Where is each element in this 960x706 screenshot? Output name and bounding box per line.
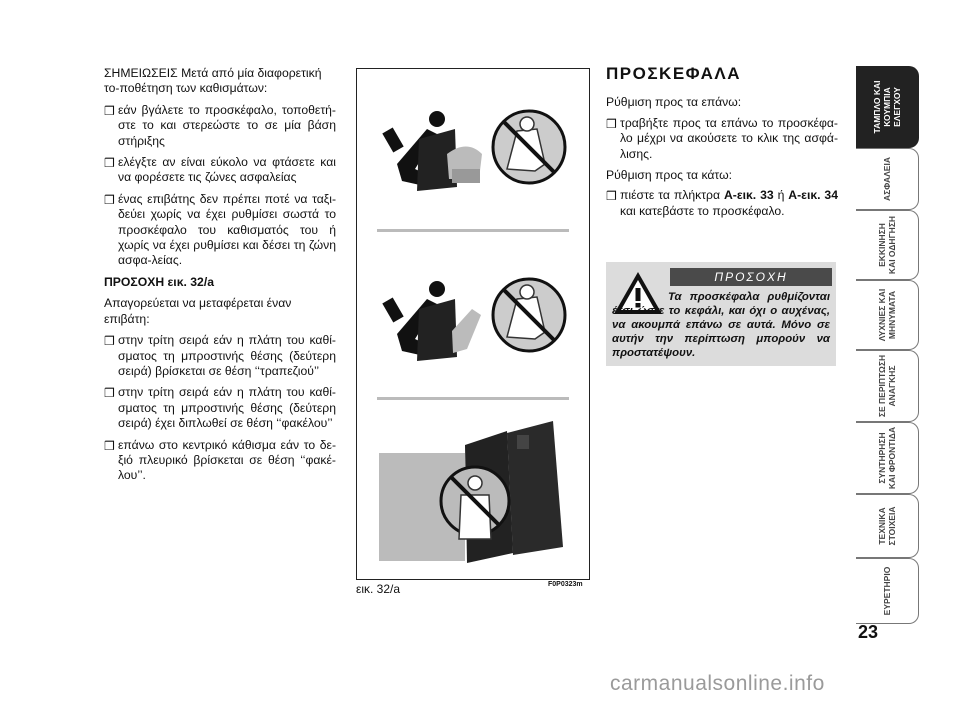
checkbox-bullet-icon: ❒: [104, 334, 115, 349]
list-item: [606, 116, 838, 162]
tab-index[interactable]: [856, 558, 919, 624]
tab-label: ΕΚΚΙΝΗΣΗ ΚΑΙ ΟΔΗΓΗΣΗ: [877, 215, 897, 275]
checkbox-bullet-icon: ❒: [104, 156, 115, 171]
driver-seat-figure: [382, 111, 457, 191]
folded-seat-figure: [447, 147, 482, 184]
divider: [377, 397, 569, 400]
list-item: [606, 188, 838, 219]
tab-label: ΣΕ ΠΕΡΙΠΤΩΣΗ ΑΝΑΓΚΗΣ: [877, 354, 897, 418]
tab-starting-driving[interactable]: [856, 210, 919, 280]
bullet-text: πιέστε τα πλήκτρα: [620, 188, 724, 203]
seat-illustration: [357, 69, 589, 579]
notes-heading: ΣΗΜΕΙΩΣΕΙΣ Μετά από μία διαφορετική το-ποθέτηση των καθισμάτων:: [104, 66, 322, 96]
list-item: [104, 333, 336, 379]
tab-emergency[interactable]: [856, 350, 919, 422]
tab-maintenance[interactable]: [856, 422, 919, 494]
tab-label: ΛΥΧΝΙΕΣ ΚΑΙ ΜΗΝΥΜΑΤΑ: [877, 288, 897, 342]
list-item: [104, 385, 336, 431]
tab-label: ΕΥΡΕΤΗΡΙΟ: [882, 566, 892, 616]
figure-caption: εικ. 32/a: [356, 582, 401, 596]
bullet-text: επάνω στο κεντρικό κάθισμα εάν το δε-ξιό πλευρικό βρίσκεται σε θέση ‘‘φακέ-λου’’.: [118, 437, 336, 483]
bullet-text: εάν βγάλετε το προσκέφαλο, τοποθετή-στε το και στερεώστε το σε μία βάση στήριξης: [118, 102, 336, 148]
adjust-down-label: Ρύθμιση προς τα κάτω:: [606, 168, 732, 183]
checkbox-bullet-icon: ❒: [104, 192, 115, 207]
watermark: carmanualsonline.info: [610, 672, 825, 695]
checkbox-bullet-icon: ❒: [606, 116, 617, 131]
figure-ref: A-εικ. 34: [788, 188, 838, 203]
checkbox-bullet-icon: ❒: [104, 103, 115, 118]
folded-seat-figure: [452, 309, 481, 353]
tab-safety[interactable]: [856, 148, 919, 210]
divider: [377, 229, 569, 232]
warning-text: [612, 290, 830, 360]
tab-label: ΑΣΦΑΛΕΙΑ: [882, 157, 892, 201]
section-title: ΠΡΟΣΚΕΦΑΛΑ: [606, 64, 742, 83]
checkbox-bullet-icon: ❒: [104, 386, 115, 401]
driver-seat-figure: [382, 281, 457, 361]
warning-box: [606, 262, 836, 366]
bullet-text: στην τρίτη σειρά εάν η πλάτη του καθί-σματος τη μπροστινής θέσης (δεύτερη σειρά) έχει διπλωθεί σε θέση ‘‘φακέλου’’: [118, 385, 336, 431]
tab-label: ΤΕΧΝΙΚΑ ΣΤΟΙΧΕΙΑ: [877, 506, 897, 546]
checkbox-bullet-icon: ❒: [606, 189, 617, 204]
adjust-up-label: Ρύθμιση προς τα επάνω:: [606, 95, 742, 110]
bullet-text: και κατεβάστε το προσκέφαλο.: [620, 203, 785, 218]
bullet-text: τραβήξτε προς τα επάνω το προσκέφα-λο μέχρι να ακούσετε το κλικ της ασφά-λισης.: [620, 115, 838, 161]
checkbox-bullet-icon: ❒: [104, 438, 115, 453]
tab-technical-data[interactable]: [856, 494, 919, 558]
list-item: [104, 155, 336, 186]
bullet-text: στην τρίτη σειρά εάν η πλάτη του καθί-σματος τη μπροστινής θέσης (δεύτερη σειρά) βρίσκεται σε θέση ‘‘τραπεζιού’’: [118, 333, 336, 378]
prohibited-icon: [493, 279, 565, 351]
tab-dashboard-controls[interactable]: [856, 66, 919, 148]
bullet-text: ή: [773, 188, 789, 203]
tab-label: ΣΥΝΤΗΡΗΣΗ ΚΑΙ ΦΡΟΝΤΙΔΑ: [877, 426, 897, 490]
list-item: [104, 103, 336, 149]
bullet-text: ένας επιβάτης δεν πρέπει ποτέ να ταξι-δεύει χωρίς να έχει ρυθμίσει σωστά το προσκέφαλο του καθισματός του ή χωρίς να έχει ρυθμίσει και δέσει τη ζώνη ασφα-λείας.: [118, 191, 336, 268]
list-item: [104, 438, 336, 484]
warning-body: Τα προσκέφαλα ρυθμίζονται έτσι ώστε το κεφάλι, και όχι ο αυχένας, να ακουμπά επάνω σε αυτά. Μόνο σε αυτήν την περίπτωση μπορούν να προστατέψουν.: [612, 291, 830, 359]
tab-warning-lights[interactable]: [856, 280, 919, 350]
page-number: 23: [858, 622, 879, 642]
right-column: [606, 66, 838, 225]
tab-label: ΤΑΜΠΛΟ ΚΑΙ ΚΟΥΜΠΙΑ ΕΛΕΓΧΟΥ: [872, 80, 902, 134]
list-item: [104, 192, 336, 269]
caution-intro: Απαγορεύεται να μεταφέρεται έναν επιβάτη:: [104, 296, 292, 326]
prohibited-icon: [493, 111, 565, 183]
figure-32a: [356, 68, 590, 580]
figure-code: F0P0323m: [548, 581, 583, 588]
left-column: [104, 66, 336, 490]
bullet-text: ελέγξτε αν είναι εύκολο να φτάσετε και να φορέσετε τις ζώνες ασφαλείας: [118, 155, 336, 185]
caution-heading: ΠΡΟΣΟΧΗ εικ. 32/a: [104, 274, 214, 289]
warning-banner: ΠΡΟΣΟΧΗ: [670, 268, 832, 286]
figure-ref: A-εικ. 33: [723, 188, 774, 203]
